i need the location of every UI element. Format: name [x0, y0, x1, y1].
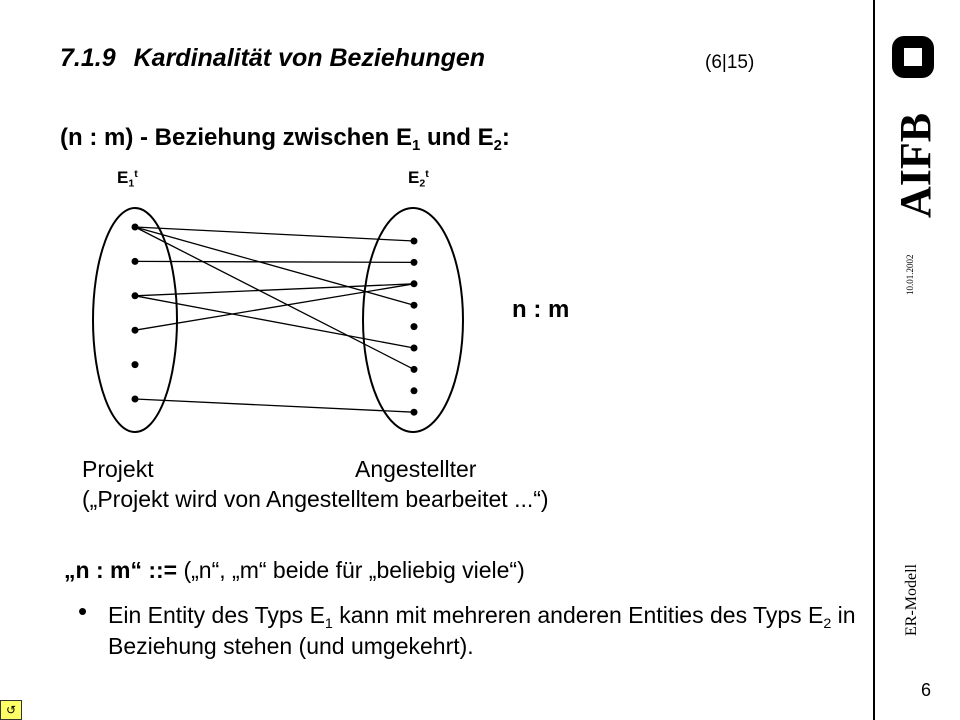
entity-e1-name: Projekt — [82, 456, 154, 482]
title-number: 7.1.9 — [60, 44, 116, 72]
bullet-part: Ein Entity des Typs E — [108, 602, 325, 628]
entity-e2-point — [411, 238, 418, 245]
bullet-sub: 2 — [823, 615, 832, 632]
entity-e2-name: Angestellter — [355, 456, 477, 482]
definition-line — [64, 557, 525, 584]
relationship-description: („Projekt wird von Angestelltem bearbeitet ...“) — [82, 486, 549, 512]
bullet-sub: 1 — [324, 615, 333, 632]
bullet-part: in Beziehung stehen (und umgekehrt). — [108, 602, 856, 659]
entity-e2-point — [411, 366, 418, 373]
heading-sub: 2 — [493, 138, 502, 155]
label-letter: E — [117, 168, 129, 187]
entity-e1-point — [132, 361, 139, 368]
heading-part: : — [501, 124, 510, 151]
label-sub: 1 — [128, 177, 135, 190]
cardinality-label: n : m — [512, 296, 570, 323]
entity-e2-point — [411, 323, 418, 330]
bullet-dot-icon: • — [78, 596, 88, 626]
entity-e2-point — [411, 345, 418, 352]
page-number: 6 — [921, 680, 932, 700]
bullet-text — [108, 600, 858, 662]
nav-icon[interactable]: ↺ — [0, 700, 22, 720]
entity-e2-point — [411, 280, 418, 287]
heading-sub: 1 — [412, 138, 421, 155]
entity-e1-point — [132, 258, 139, 265]
entity-e2-point — [411, 259, 418, 266]
heading-part: und E — [420, 124, 494, 151]
slide-date: 10.01.2002 — [905, 254, 915, 295]
entity-e1-point — [132, 327, 139, 334]
section-name: ER-Modell — [903, 564, 920, 636]
relationship-line — [135, 399, 414, 412]
definition-rest: („n“, „m“ beide für „beliebig viele“) — [177, 557, 525, 583]
definition-bold: „n : m“ ::= — [64, 557, 178, 583]
logo-text: AIFB — [891, 112, 940, 218]
slide-counter: (6|15) — [705, 52, 755, 73]
bullet-part: kann mit mehreren anderen Entities des Typs E — [332, 602, 824, 628]
entity-e1-point — [132, 292, 139, 299]
heading-part: (n : m) - Beziehung zwischen E — [60, 124, 413, 151]
label-sub: 2 — [419, 177, 426, 190]
title-text: Kardinalität von Beziehungen — [133, 44, 486, 72]
label-sup: t — [134, 168, 138, 181]
relationship-line — [135, 261, 414, 262]
label-sup: t — [425, 168, 429, 181]
aifb-logo — [884, 32, 944, 222]
sidebar-divider — [873, 0, 875, 720]
entity-e2-point — [411, 387, 418, 394]
label-letter: E — [408, 168, 420, 187]
entity-e2-point — [411, 302, 418, 309]
entity-e1-point — [132, 396, 139, 403]
entity-e1-point — [132, 224, 139, 231]
entity-e2-point — [411, 409, 418, 416]
